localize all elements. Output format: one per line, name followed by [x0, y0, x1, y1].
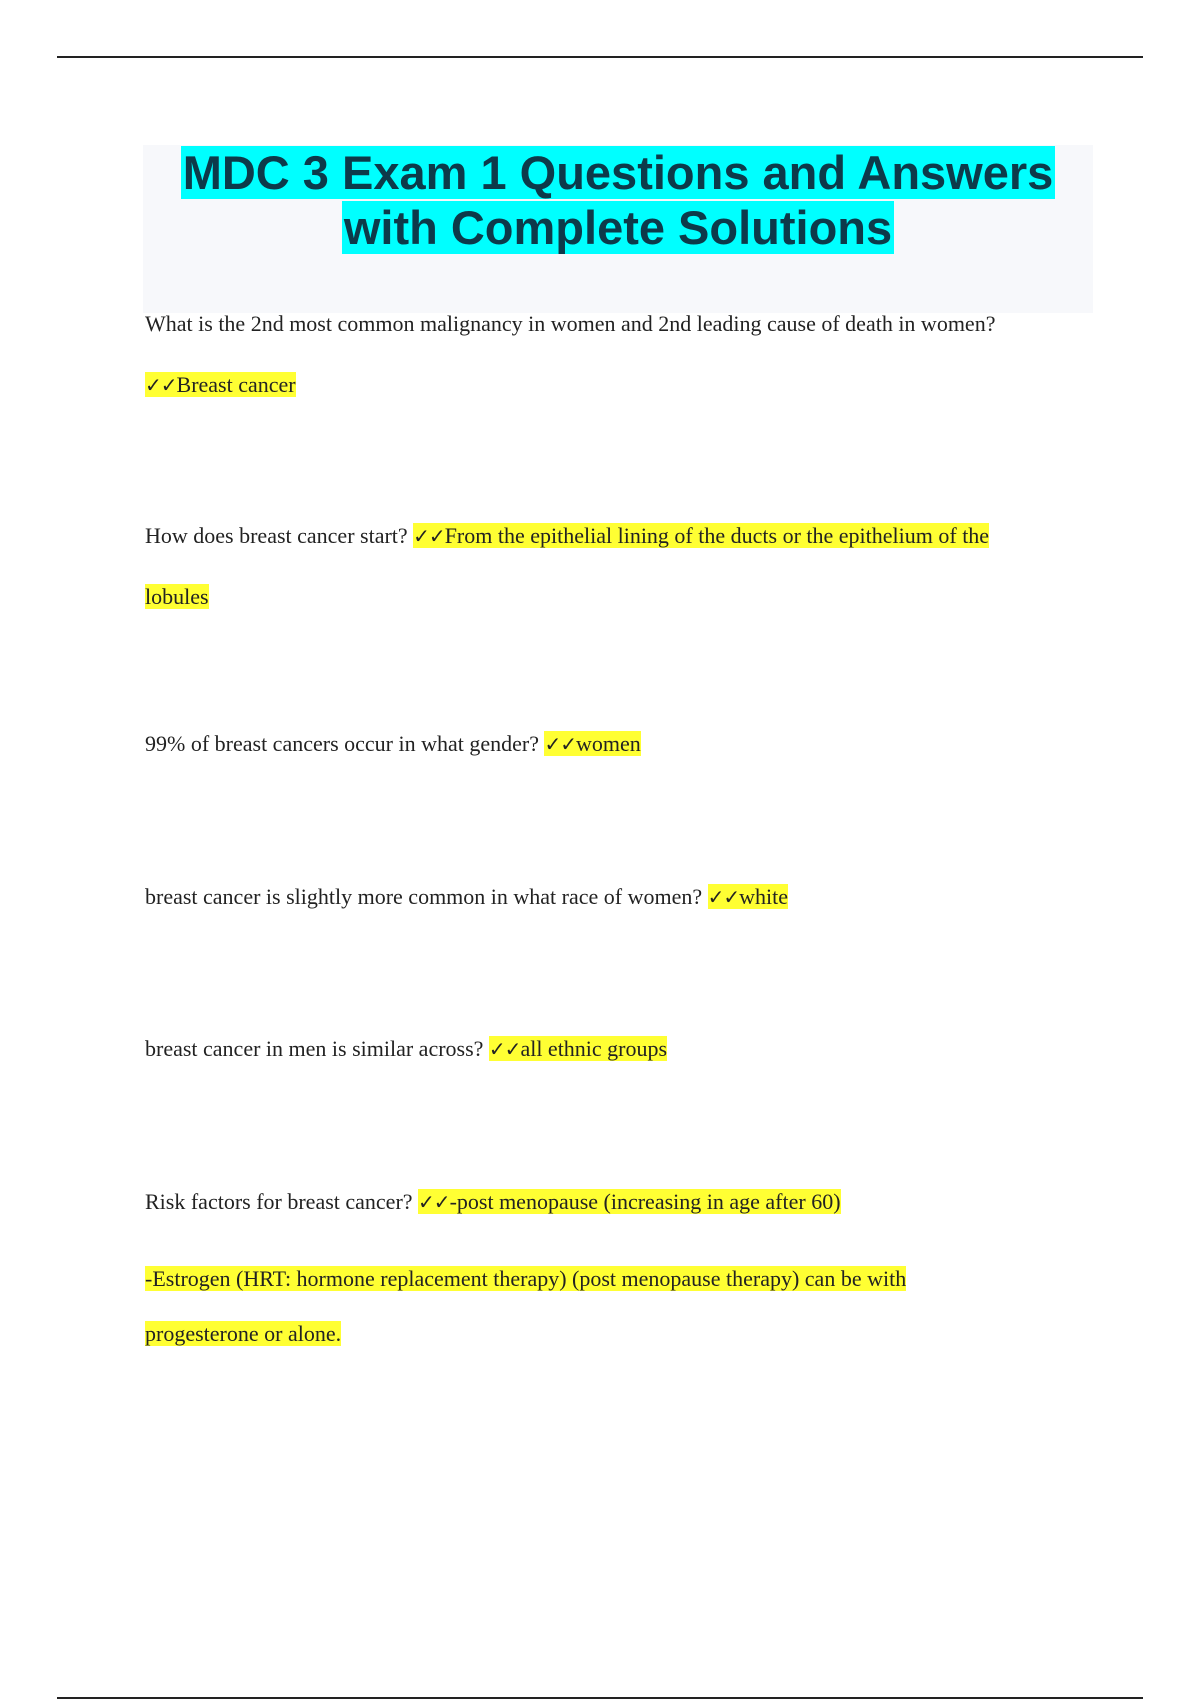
answer-text: all ethnic groups: [520, 1036, 668, 1061]
double-check-icon: ✓✓: [418, 1190, 450, 1214]
answer-text: lobules: [145, 584, 209, 609]
page-title-line-2: with Complete Solutions: [343, 201, 893, 254]
double-check-icon: ✓✓: [145, 373, 177, 397]
question-5: [145, 1036, 1085, 1062]
answer-text: -Estrogen (HRT: hormone replacement therapy) (post menopause therapy) can be with: [145, 1266, 907, 1291]
answer-2-continued: [145, 584, 1085, 610]
question-6: [145, 1189, 1085, 1215]
answer-highlight: [708, 884, 788, 909]
question-1: [145, 311, 1085, 337]
answer-highlight: [145, 372, 296, 397]
answer-text: progesterone or alone.: [145, 1321, 342, 1346]
footer-rule: [57, 1697, 1143, 1699]
answer-6-continued-2: [145, 1321, 1085, 1347]
answer-text: white: [739, 884, 789, 909]
question-text: What is the 2nd most common malignancy in women and 2nd leading cause of death in women?: [145, 311, 996, 336]
question-text: breast cancer in men is similar across?: [145, 1036, 484, 1061]
question-text: Risk factors for breast cancer?: [145, 1189, 413, 1214]
double-check-icon: ✓✓: [544, 732, 576, 756]
answer-text: From the epithelial lining of the ducts or the epithelium of the: [444, 523, 990, 548]
page-title-line-1: MDC 3 Exam 1 Questions and Answers: [182, 146, 1054, 199]
question-3: [145, 731, 1085, 757]
answer-6-continued-1: [145, 1266, 1085, 1292]
question-text: How does breast cancer start?: [145, 523, 408, 548]
answer-highlight: [418, 1189, 840, 1214]
answer-text: Breast cancer: [176, 372, 296, 397]
answer-highlight: [413, 523, 989, 548]
question-text: breast cancer is slightly more common in what race of women?: [145, 884, 703, 909]
double-check-icon: ✓✓: [488, 1037, 521, 1061]
question-4: [145, 884, 1085, 910]
question-text: 99% of breast cancers occur in what gender?: [145, 731, 539, 756]
answer-1: [145, 372, 1085, 398]
double-check-icon: ✓✓: [707, 885, 740, 909]
double-check-icon: ✓✓: [413, 524, 445, 548]
header-rule: [57, 56, 1143, 58]
answer-highlight: [544, 731, 640, 756]
answer-text: women: [576, 731, 641, 756]
question-2: [145, 523, 1085, 549]
answer-highlight: [489, 1036, 667, 1061]
title-block: [143, 145, 1093, 313]
answer-text: -post menopause (increasing in age after 60): [449, 1189, 841, 1214]
